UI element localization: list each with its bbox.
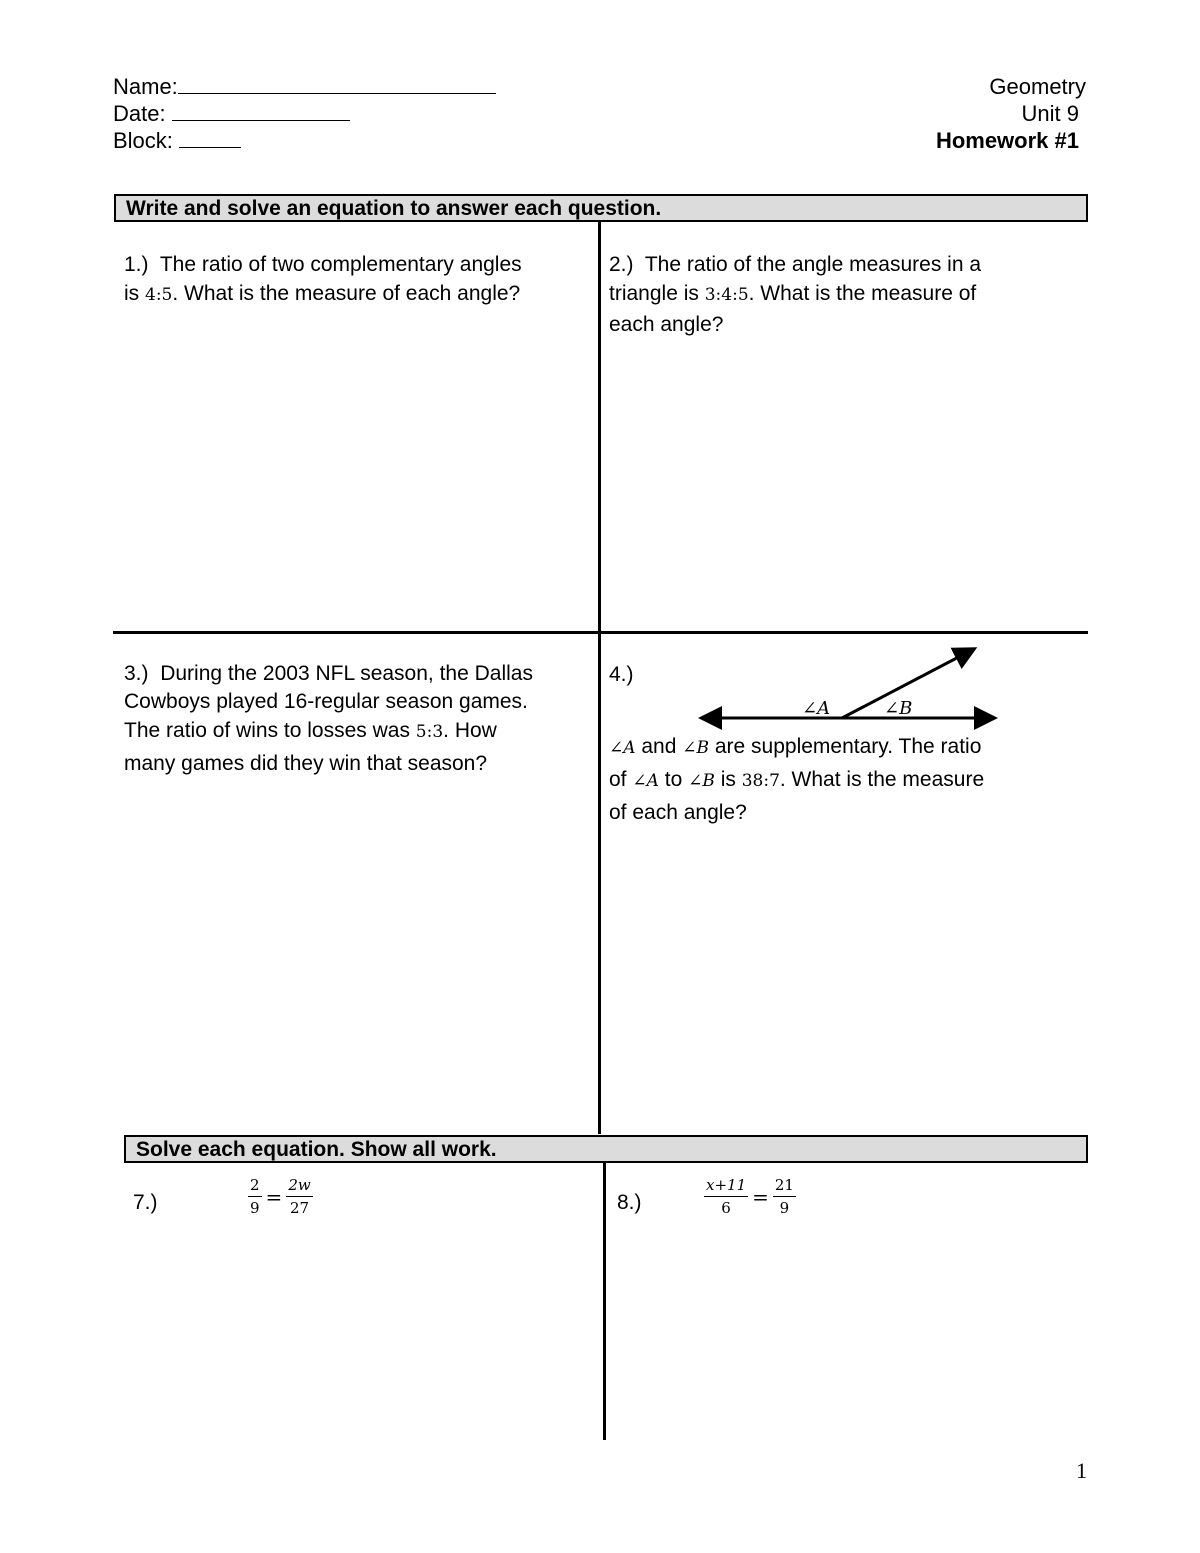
equation-7-lhs-den: 9 (250, 1199, 260, 1217)
diagram-label-b: ∠B (884, 698, 913, 719)
name-field (113, 73, 496, 100)
section2-instruction-text: Solve each equation. Show all work. (136, 1138, 497, 1161)
equation-7-equals: = (265, 1184, 283, 1209)
equation-8-equals: = (752, 1184, 769, 1209)
equation-8 (704, 1176, 796, 1217)
vertical-divider-bottom (603, 1163, 606, 1440)
problem-3-text-c: The ratio of wins to losses was (124, 719, 410, 742)
problem-4-and: and (641, 735, 677, 758)
equation-8-lhs (704, 1176, 748, 1217)
problem-3-number: 3.) (124, 662, 149, 685)
date-field (113, 100, 350, 127)
problem-1-text-a: The ratio of two complementary angles (159, 253, 522, 276)
name-blank[interactable] (178, 73, 496, 94)
problem-1-number: 1.) (124, 253, 149, 276)
problem-2-ratio: 3:4:5 (704, 285, 749, 305)
equation-7-rhs (286, 1176, 312, 1217)
problem-4-text-c: of each angle? (609, 801, 747, 824)
problem-4-text-a: are supplementary. The ratio (714, 735, 982, 758)
problem-4-ratio: 38:7 (741, 771, 780, 791)
course-title: Geometry (989, 74, 1086, 99)
problem-2-text-c: . What is the measure of (748, 282, 977, 305)
problem-4-text (609, 731, 1084, 829)
section1-instruction-text: Write and solve an equation to answer each question. (126, 197, 662, 220)
unit-label: Unit 9 (1021, 101, 1079, 126)
equation-8-rhs (773, 1176, 796, 1217)
problem-2-text-d: each angle? (609, 313, 724, 336)
name-label: Name: (113, 74, 178, 99)
equation-7-lhs-num: 2 (248, 1176, 262, 1197)
problem-4-of: of (609, 768, 627, 791)
problem-4-number: 4.) (609, 663, 634, 686)
problem-3 (124, 660, 594, 781)
assignment-label: Homework #1 (935, 128, 1079, 153)
problem-4-angle-b2: ∠B (688, 771, 715, 791)
equation-8-lhs-num: x+11 (704, 1176, 748, 1197)
equation-7-number: 7.) (133, 1191, 158, 1214)
equation-7-rhs-den: 27 (289, 1199, 310, 1217)
horizontal-divider (113, 631, 1088, 634)
section2-instruction (124, 1135, 1088, 1163)
problem-2-text-a: The ratio of the angle measures in a (644, 253, 982, 276)
equation-7-rhs-num: 2w (286, 1176, 312, 1197)
section1-instruction (114, 194, 1088, 222)
problem-3-text-d: . How (443, 719, 497, 742)
problem-3-ratio: 5:3 (415, 722, 444, 742)
page-number: 1 (1076, 1458, 1087, 1483)
block-field (113, 127, 241, 154)
angle-diagram (690, 640, 1010, 730)
problem-4-angle-a2: ∠A (632, 771, 659, 791)
problem-4-is: is (720, 768, 736, 791)
problem-3-text-b: Cowboys played 16-regular season games. (124, 690, 528, 713)
problem-4-angle-b: ∠B (682, 738, 710, 758)
problem-1-text-b: is (124, 282, 140, 305)
problem-2 (609, 250, 1079, 339)
date-blank[interactable] (172, 100, 350, 121)
problem-3-text-e: many games did they win that season? (124, 752, 488, 775)
problem-4-text-b: . What is the measure (779, 768, 985, 791)
problem-1-ratio: 4:5 (145, 285, 173, 305)
equation-7 (248, 1176, 313, 1217)
diagram-label-a: ∠A (802, 698, 831, 719)
equation-8-number: 8.) (617, 1191, 642, 1214)
equation-8-rhs-den: 9 (779, 1199, 790, 1217)
problem-2-text-b: triangle is (609, 282, 699, 305)
problem-2-number: 2.) (609, 253, 634, 276)
equation-8-rhs-num: 21 (773, 1176, 796, 1197)
equation-8-lhs-den: 6 (721, 1199, 731, 1217)
problem-3-text-a: During the 2003 NFL season, the Dallas (160, 662, 533, 685)
problem-1 (124, 250, 594, 310)
problem-1-text-c: . What is the measure of each angle? (172, 282, 521, 305)
date-label: Date: (113, 101, 166, 126)
vertical-divider-top (598, 222, 601, 1134)
problem-4-angle-a: ∠A (609, 738, 636, 758)
problem-4-to: to (664, 768, 683, 791)
equation-7-lhs (248, 1176, 262, 1217)
block-blank[interactable] (179, 127, 241, 148)
block-label: Block: (113, 128, 173, 153)
